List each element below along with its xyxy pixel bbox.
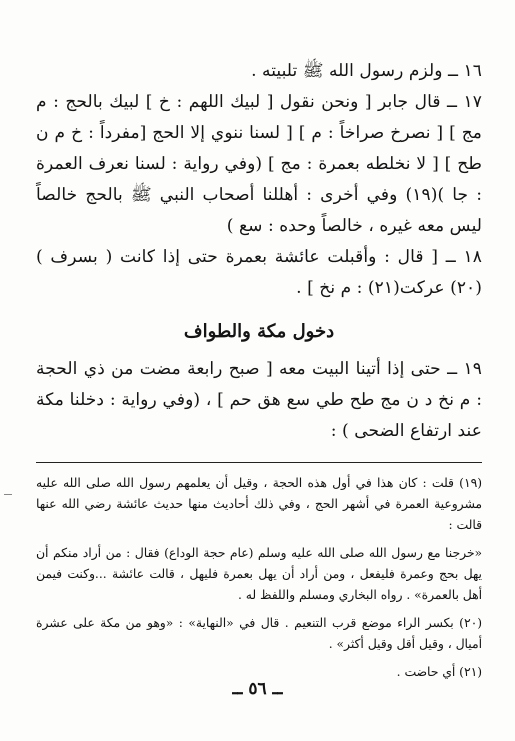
- footnote-19-quote: «خرجنا مع رسول الله صلى الله عليه وسلم (عام حجة الوداع) فقال : من أراد منكم أن يهل بحج وعمرة فليفعل ، ومن أراد أن يهل بعمرة فليهل ، قالت عائشة ...وكنت فيمن أهل بالعمرة» . رواه البخاري ومسلم واللفظ له .: [36, 546, 482, 602]
- footnotes: [36, 473, 482, 683]
- margin-mark: [4, 494, 12, 495]
- footnote-21: (٢١) أي حاضت .: [396, 665, 482, 679]
- section-heading: دخول مكة والطواف: [183, 321, 335, 342]
- paragraph-18: ١٨ ــ [ قال : وأقبلت عائشة بعمرة حتى إذا كانت ( بسرف )(٢٠) عركت(٢١) : م نخ ] .: [36, 247, 482, 298]
- main-text: [36, 56, 482, 447]
- footnote-20: (٢٠) بكسر الراء موضع قرب التنعيم . قال في «النهاية» : «وهو من مكة على عشرة أميال ، وقيل أقل وقيل أكثر» .: [36, 616, 482, 651]
- footnote-19: (١٩) قلت : كان هذا في أول هذه الحجة ، وقيل أن يعلمهم رسول الله صلى الله عليه مشروعية العمرة في أشهر الحج ، وفي ذلك أحاديث منها حديث عائشة رضي الله عنها قالت :: [36, 476, 482, 532]
- book-page: [36, 56, 482, 690]
- footnote-divider: [36, 462, 482, 463]
- page-number: ــ ٥٦ ــ: [232, 679, 283, 699]
- paragraph-16: ١٦ ــ ولزم رسول الله ﷺ تلبيته .: [251, 61, 482, 81]
- paragraph-17: ١٧ ــ قال جابر [ ونحن نقول [ لبيك اللهم : خ ] لبيك بالحج : م مج ] [ نصرخ صراخاً : م ] [ لسنا ننوي إلا الحج [مفرداً : خ م ن طح ] [ لا نخلطه بعمرة : مج ] (وفي رواية : لسنا نعرف العمرة : جا )(١٩) وفي أخرى : أهللنا أصحاب النبي ﷺ بالحج خالصاً ليس معه غيره ، خالصاً وحده : سع ): [36, 92, 482, 236]
- paragraph-19: ١٩ ــ حتى إذا أتينا البيت معه [ صبح رابعة مضت من ذي الحجة : م نخ د ن مج طح طي سع هق حم ] ، (وفي رواية : دخلنا مكة عند ارتفاع الضحى ) :: [36, 359, 482, 441]
